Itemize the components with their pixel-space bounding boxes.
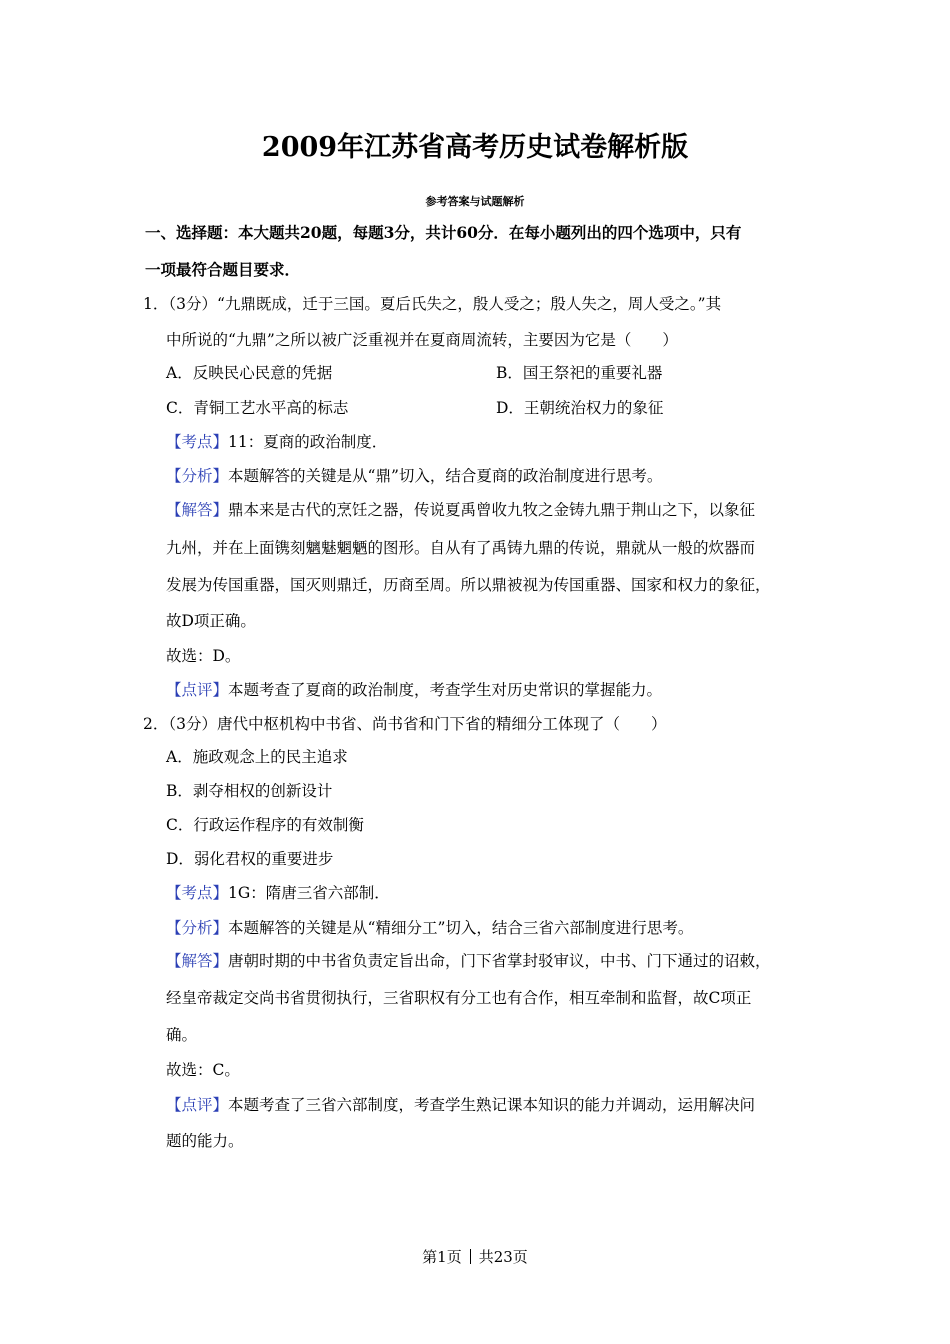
q1-dianping-text: 本题考查了夏商的政治制度，考查学生对历史常识的掌握能力。 xyxy=(228,681,663,699)
q2-jieda-line-3: 确。 xyxy=(166,1026,198,1044)
kaodian-tag: 【考点】 xyxy=(166,433,229,451)
footer-divider xyxy=(470,1249,471,1264)
q2-jieda-line-2: 经皇帝裁定交尚书省贯彻执行，三省职权有分工也有合作，相互牵制和监督，故C项正 xyxy=(166,989,752,1007)
q2-kaodian-text: 1G：隋唐三省六部制． xyxy=(228,884,390,902)
q2-jieda-text-1: 唐朝时期的中书省负责定旨出命，门下省掌封驳审议，中书、门下通过的诏敕， xyxy=(228,952,771,970)
q2-option-a: A．施政观念上的民主追求 xyxy=(166,748,348,766)
jieda-tag: 【解答】 xyxy=(166,952,229,970)
q2-option-d: D．弱化君权的重要进步 xyxy=(166,850,334,868)
fenxi-tag: 【分析】 xyxy=(166,467,229,485)
section-heading-line-2: 一项最符合题目要求． xyxy=(145,260,301,279)
q1-jieda-line-3: 发展为传国重器，国灭则鼎迁，历商至周。所以鼎被视为传国重器、国家和权力的象征， xyxy=(166,576,771,594)
document-title: 2009年江苏省高考历史试卷解析版 xyxy=(261,132,689,163)
q1-option-d: D．王朝统治权力的象征 xyxy=(496,399,664,417)
kaodian-tag: 【考点】 xyxy=(166,884,229,902)
section-heading-line-1: 一、选择题：本大题共20题，每题3分，共计60分．在每小题列出的四个选项中，只有 xyxy=(145,223,742,242)
q2-dianping-text-1: 本题考查了三省六部制度，考查学生熟记课本知识的能力并调动，运用解决问 xyxy=(228,1096,756,1114)
document-subtitle: 参考答案与试题解析 xyxy=(425,195,525,208)
q2-option-c: C．行政运作程序的有效制衡 xyxy=(166,816,364,834)
q1-jieda-text-1: 鼎本来是古代的烹饪之器，传说夏禹曾收九牧之金铸九鼎于荆山之下，以象征 xyxy=(228,501,756,519)
q1-stem-line-2: 中所说的“九鼎”之所以被广泛重视并在夏商周流转，主要因为它是（ ） xyxy=(166,331,678,349)
page-number: 第1页 xyxy=(422,1248,462,1266)
q2-option-b: B．剥夺相权的创新设计 xyxy=(166,782,333,800)
q1-stem-line-1: 1．（3分）“九鼎既成，迁于三国。夏后氏失之，殷人受之；殷人失之，周人受之。”其 xyxy=(143,295,722,313)
q2-answer: 故选：C。 xyxy=(166,1061,240,1079)
q2-kaodian xyxy=(166,882,826,904)
q2-dianping-line-2: 题的能力。 xyxy=(166,1132,244,1150)
dianping-tag: 【点评】 xyxy=(166,1096,229,1114)
q1-dianping xyxy=(166,679,826,701)
jieda-tag: 【解答】 xyxy=(166,501,229,519)
q1-jieda-line-4: 故D项正确。 xyxy=(166,612,256,630)
q1-jieda-line-1 xyxy=(166,499,826,521)
q1-option-a: A．反映民心民意的凭据 xyxy=(166,364,333,382)
page-footer xyxy=(0,1246,950,1268)
q2-stem: 2．（3分）唐代中枢机构中书省、尚书省和门下省的精细分工体现了（ ） xyxy=(143,715,667,733)
q1-options-row-1 xyxy=(166,362,826,384)
q2-jieda-line-1 xyxy=(166,950,826,972)
q2-fenxi xyxy=(166,917,826,939)
q1-kaodian-text: 11：夏商的政治制度． xyxy=(228,433,388,451)
q1-options-row-2 xyxy=(166,397,826,419)
q1-fenxi-text: 本题解答的关键是从“鼎”切入，结合夏商的政治制度进行思考。 xyxy=(228,467,663,485)
page-total: 共23页 xyxy=(478,1248,528,1266)
q1-answer: 故选：D。 xyxy=(166,647,241,665)
q2-dianping-line-1 xyxy=(166,1094,826,1116)
q1-option-c: C．青铜工艺水平高的标志 xyxy=(166,399,349,417)
dianping-tag: 【点评】 xyxy=(166,681,229,699)
fenxi-tag: 【分析】 xyxy=(166,919,229,937)
q2-fenxi-text: 本题解答的关键是从“精细分工”切入，结合三省六部制度进行思考。 xyxy=(228,919,694,937)
q1-fenxi xyxy=(166,465,826,487)
q1-kaodian xyxy=(166,431,826,453)
q1-option-b: B．国王祭祀的重要礼器 xyxy=(496,364,663,382)
q1-jieda-line-2: 九州，并在上面镌刻魑魅魍魉的图形。自从有了禹铸九鼎的传说，鼎就从一般的炊器而 xyxy=(166,539,756,557)
